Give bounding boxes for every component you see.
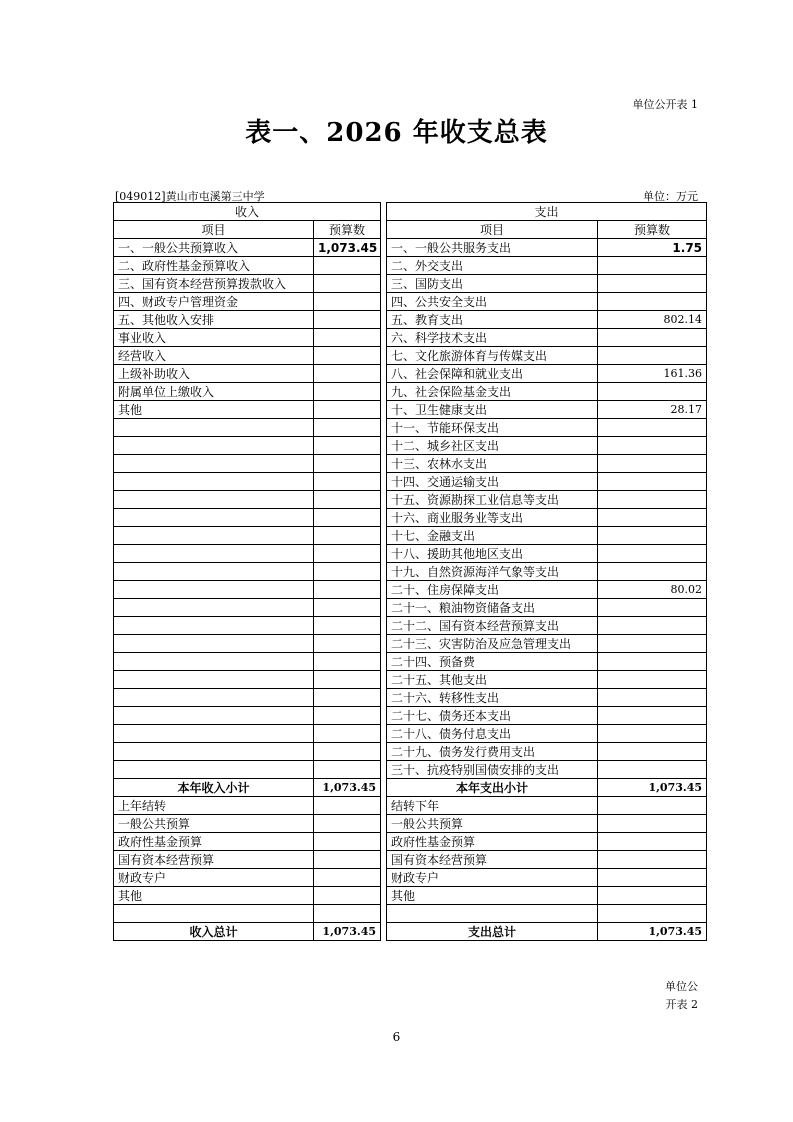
income-amount bbox=[314, 671, 381, 689]
table-row bbox=[114, 725, 707, 743]
income-amount bbox=[314, 311, 381, 329]
income-item bbox=[114, 671, 314, 689]
expense-item: 十、卫生健康支出 bbox=[387, 401, 598, 419]
income-amount bbox=[314, 581, 381, 599]
table-row bbox=[114, 545, 707, 563]
expense-item: 二十一、粮油物资储备支出 bbox=[387, 599, 598, 617]
expense-amount: 28.17 bbox=[598, 401, 707, 419]
expense-subtotal-label: 本年支出小计 bbox=[387, 779, 598, 797]
income-amount bbox=[314, 761, 381, 779]
income-carry-item: 财政专户 bbox=[114, 869, 314, 887]
income-carry-amount bbox=[314, 851, 381, 869]
income-carry-amount bbox=[314, 815, 381, 833]
expense-carry-amount bbox=[598, 833, 707, 851]
expense-amount bbox=[598, 275, 707, 293]
income-amount bbox=[314, 707, 381, 725]
table-row bbox=[114, 365, 707, 383]
expense-subtotal-amount: 1,073.45 bbox=[598, 779, 707, 797]
income-amount bbox=[314, 365, 381, 383]
subtotal-row bbox=[114, 779, 707, 797]
expense-item: 二十六、转移性支出 bbox=[387, 689, 598, 707]
column-header-row bbox=[114, 221, 707, 239]
expense-amount bbox=[598, 743, 707, 761]
income-amount bbox=[314, 491, 381, 509]
table-row bbox=[114, 689, 707, 707]
income-carry-amount bbox=[314, 797, 381, 815]
table-row bbox=[114, 455, 707, 473]
income-total-label: 收入总计 bbox=[114, 923, 314, 941]
income-amount bbox=[314, 743, 381, 761]
expense-item: 一、一般公共服务支出 bbox=[387, 239, 598, 257]
table-row bbox=[114, 527, 707, 545]
table-row bbox=[114, 509, 707, 527]
income-amount bbox=[314, 689, 381, 707]
table-row bbox=[114, 239, 707, 257]
expense-item: 十八、援助其他地区支出 bbox=[387, 545, 598, 563]
income-item: 事业收入 bbox=[114, 329, 314, 347]
organization-name: [049012]黄山市屯溪第三中学 bbox=[115, 190, 265, 203]
income-item: 二、政府性基金预算收入 bbox=[114, 257, 314, 275]
expense-amount bbox=[598, 329, 707, 347]
expense-amount bbox=[598, 509, 707, 527]
total-row bbox=[114, 923, 707, 941]
table-row bbox=[114, 329, 707, 347]
expense-amount bbox=[598, 347, 707, 365]
expense-amount: 80.02 bbox=[598, 581, 707, 599]
expense-amount bbox=[598, 491, 707, 509]
income-carry-amount bbox=[314, 869, 381, 887]
carry-row bbox=[114, 833, 707, 851]
expense-amount: 1.75 bbox=[598, 239, 707, 257]
expense-carry-amount bbox=[598, 869, 707, 887]
income-item bbox=[114, 455, 314, 473]
expense-item: 三十、抗疫特别国债安排的支出 bbox=[387, 761, 598, 779]
income-item bbox=[114, 707, 314, 725]
income-amount bbox=[314, 383, 381, 401]
expense-carry-item: 国有资本经营预算 bbox=[387, 851, 598, 869]
expense-amount bbox=[598, 383, 707, 401]
income-amount bbox=[314, 419, 381, 437]
expense-total-label: 支出总计 bbox=[387, 923, 598, 941]
income-carry-item bbox=[114, 905, 314, 923]
expense-carry-amount bbox=[598, 797, 707, 815]
expense-amount bbox=[598, 437, 707, 455]
table-row bbox=[114, 617, 707, 635]
income-item: 上级补助收入 bbox=[114, 365, 314, 383]
expense-carry-item: 一般公共预算 bbox=[387, 815, 598, 833]
income-item bbox=[114, 743, 314, 761]
table-row bbox=[114, 401, 707, 419]
table-row bbox=[114, 761, 707, 779]
income-amount bbox=[314, 563, 381, 581]
income-amount bbox=[314, 617, 381, 635]
expense-amount bbox=[598, 257, 707, 275]
expense-item: 二十五、其他支出 bbox=[387, 671, 598, 689]
expense-carry-item bbox=[387, 905, 598, 923]
income-amount bbox=[314, 599, 381, 617]
expense-carry-amount bbox=[598, 905, 707, 923]
income-amount bbox=[314, 509, 381, 527]
expense-item: 三、国防支出 bbox=[387, 275, 598, 293]
page-title: 表一、2026 年收支总表 bbox=[245, 118, 548, 148]
carry-row bbox=[114, 869, 707, 887]
expense-item: 十六、商业服务业等支出 bbox=[387, 509, 598, 527]
income-item bbox=[114, 527, 314, 545]
expense-total-amount: 1,073.45 bbox=[598, 923, 707, 941]
income-item bbox=[114, 545, 314, 563]
next-table-label-line2: 开表 2 bbox=[665, 998, 698, 1011]
table-row bbox=[114, 473, 707, 491]
expense-item: 二十九、债务发行费用支出 bbox=[387, 743, 598, 761]
income-amount bbox=[314, 293, 381, 311]
income-item bbox=[114, 725, 314, 743]
expense-item: 八、社会保障和就业支出 bbox=[387, 365, 598, 383]
expense-carry-amount bbox=[598, 887, 707, 905]
table-row bbox=[114, 275, 707, 293]
expense-amount bbox=[598, 635, 707, 653]
table-row bbox=[114, 599, 707, 617]
income-amount bbox=[314, 527, 381, 545]
expense-carry-amount bbox=[598, 851, 707, 869]
expense-amount bbox=[598, 293, 707, 311]
table-row bbox=[114, 653, 707, 671]
expense-item: 二十四、预备费 bbox=[387, 653, 598, 671]
income-carry-item: 国有资本经营预算 bbox=[114, 851, 314, 869]
expense-item: 十二、城乡社区支出 bbox=[387, 437, 598, 455]
expense-amount bbox=[598, 545, 707, 563]
expense-amount bbox=[598, 419, 707, 437]
income-carry-item: 政府性基金预算 bbox=[114, 833, 314, 851]
expense-carry-item: 结转下年 bbox=[387, 797, 598, 815]
income-amount bbox=[314, 635, 381, 653]
income-item bbox=[114, 563, 314, 581]
income-item bbox=[114, 761, 314, 779]
expense-amount: 161.36 bbox=[598, 365, 707, 383]
income-item bbox=[114, 617, 314, 635]
page-number: 6 bbox=[392, 1030, 401, 1044]
income-item bbox=[114, 653, 314, 671]
income-amount bbox=[314, 455, 381, 473]
income-carry-item: 一般公共预算 bbox=[114, 815, 314, 833]
income-item bbox=[114, 437, 314, 455]
table-serial-label: 单位公开表 1 bbox=[632, 98, 698, 111]
carry-row bbox=[114, 887, 707, 905]
table-row bbox=[114, 419, 707, 437]
expense-item-header: 项目 bbox=[387, 221, 598, 239]
section-header-row bbox=[114, 203, 707, 221]
income-carry-item: 其他 bbox=[114, 887, 314, 905]
table-row bbox=[114, 383, 707, 401]
table-row bbox=[114, 437, 707, 455]
table-row bbox=[114, 293, 707, 311]
expense-amount bbox=[598, 455, 707, 473]
expense-amount-header: 预算数 bbox=[598, 221, 707, 239]
expense-item: 二十、住房保障支出 bbox=[387, 581, 598, 599]
income-carry-item: 上年结转 bbox=[114, 797, 314, 815]
expense-item: 十九、自然资源海洋气象等支出 bbox=[387, 563, 598, 581]
income-subtotal-amount: 1,073.45 bbox=[314, 779, 381, 797]
table-row bbox=[114, 707, 707, 725]
income-header: 收入 bbox=[114, 203, 381, 221]
expense-item: 十三、农林水支出 bbox=[387, 455, 598, 473]
income-amount bbox=[314, 437, 381, 455]
income-item: 其他 bbox=[114, 401, 314, 419]
income-carry-amount bbox=[314, 887, 381, 905]
table-row bbox=[114, 563, 707, 581]
expense-item: 二十八、债务付息支出 bbox=[387, 725, 598, 743]
table-row bbox=[114, 491, 707, 509]
income-item bbox=[114, 419, 314, 437]
income-item: 四、财政专户管理资金 bbox=[114, 293, 314, 311]
expense-item: 五、教育支出 bbox=[387, 311, 598, 329]
table-row bbox=[114, 311, 707, 329]
expense-carry-amount bbox=[598, 815, 707, 833]
expense-item: 四、公共安全支出 bbox=[387, 293, 598, 311]
expense-item: 二、外交支出 bbox=[387, 257, 598, 275]
income-amount bbox=[314, 653, 381, 671]
income-item bbox=[114, 689, 314, 707]
expense-item: 十五、资源勘探工业信息等支出 bbox=[387, 491, 598, 509]
income-amount bbox=[314, 473, 381, 491]
unit-label: 单位：万元 bbox=[643, 190, 698, 203]
table-row bbox=[114, 743, 707, 761]
carry-row bbox=[114, 797, 707, 815]
expense-item: 十四、交通运输支出 bbox=[387, 473, 598, 491]
table-row bbox=[114, 635, 707, 653]
table-row bbox=[114, 347, 707, 365]
expense-amount bbox=[598, 527, 707, 545]
table-row bbox=[114, 671, 707, 689]
income-item bbox=[114, 635, 314, 653]
income-item: 附属单位上缴收入 bbox=[114, 383, 314, 401]
expense-amount bbox=[598, 725, 707, 743]
income-carry-amount bbox=[314, 905, 381, 923]
expense-amount bbox=[598, 599, 707, 617]
expense-amount bbox=[598, 617, 707, 635]
income-item: 一、一般公共预算收入 bbox=[114, 239, 314, 257]
income-item bbox=[114, 473, 314, 491]
expense-carry-item: 其他 bbox=[387, 887, 598, 905]
expense-carry-item: 政府性基金预算 bbox=[387, 833, 598, 851]
table-row bbox=[114, 257, 707, 275]
income-item: 经营收入 bbox=[114, 347, 314, 365]
income-amount bbox=[314, 329, 381, 347]
income-item: 三、国有资本经营预算拨款收入 bbox=[114, 275, 314, 293]
income-item-header: 项目 bbox=[114, 221, 314, 239]
income-item bbox=[114, 491, 314, 509]
income-item bbox=[114, 509, 314, 527]
expense-item: 六、科学技术支出 bbox=[387, 329, 598, 347]
expense-amount bbox=[598, 671, 707, 689]
income-item bbox=[114, 581, 314, 599]
income-amount bbox=[314, 347, 381, 365]
income-amount bbox=[314, 401, 381, 419]
income-subtotal-label: 本年收入小计 bbox=[114, 779, 314, 797]
expense-header: 支出 bbox=[387, 203, 707, 221]
income-amount: 1,073.45 bbox=[314, 239, 381, 257]
expense-amount bbox=[598, 563, 707, 581]
expense-item: 十七、金融支出 bbox=[387, 527, 598, 545]
expense-amount bbox=[598, 761, 707, 779]
table-row bbox=[114, 581, 707, 599]
income-carry-amount bbox=[314, 833, 381, 851]
income-item bbox=[114, 599, 314, 617]
income-item: 五、其他收入安排 bbox=[114, 311, 314, 329]
expense-item: 二十三、灾害防治及应急管理支出 bbox=[387, 635, 598, 653]
expense-item: 七、文化旅游体育与传媒支出 bbox=[387, 347, 598, 365]
expense-amount bbox=[598, 473, 707, 491]
income-amount bbox=[314, 545, 381, 563]
income-amount bbox=[314, 257, 381, 275]
carry-row bbox=[114, 905, 707, 923]
next-table-label-line1: 单位公 bbox=[665, 980, 698, 993]
expense-amount bbox=[598, 653, 707, 671]
expense-amount: 802.14 bbox=[598, 311, 707, 329]
carry-row bbox=[114, 851, 707, 869]
income-amount bbox=[314, 725, 381, 743]
carry-row bbox=[114, 815, 707, 833]
expense-amount bbox=[598, 689, 707, 707]
income-amount-header: 预算数 bbox=[314, 221, 381, 239]
expense-item: 二十二、国有资本经营预算支出 bbox=[387, 617, 598, 635]
budget-summary-table bbox=[113, 202, 707, 941]
income-total-amount: 1,073.45 bbox=[314, 923, 381, 941]
expense-item: 二十七、债务还本支出 bbox=[387, 707, 598, 725]
expense-amount bbox=[598, 707, 707, 725]
expense-item: 九、社会保险基金支出 bbox=[387, 383, 598, 401]
income-amount bbox=[314, 275, 381, 293]
expense-item: 十一、节能环保支出 bbox=[387, 419, 598, 437]
expense-carry-item: 财政专户 bbox=[387, 869, 598, 887]
